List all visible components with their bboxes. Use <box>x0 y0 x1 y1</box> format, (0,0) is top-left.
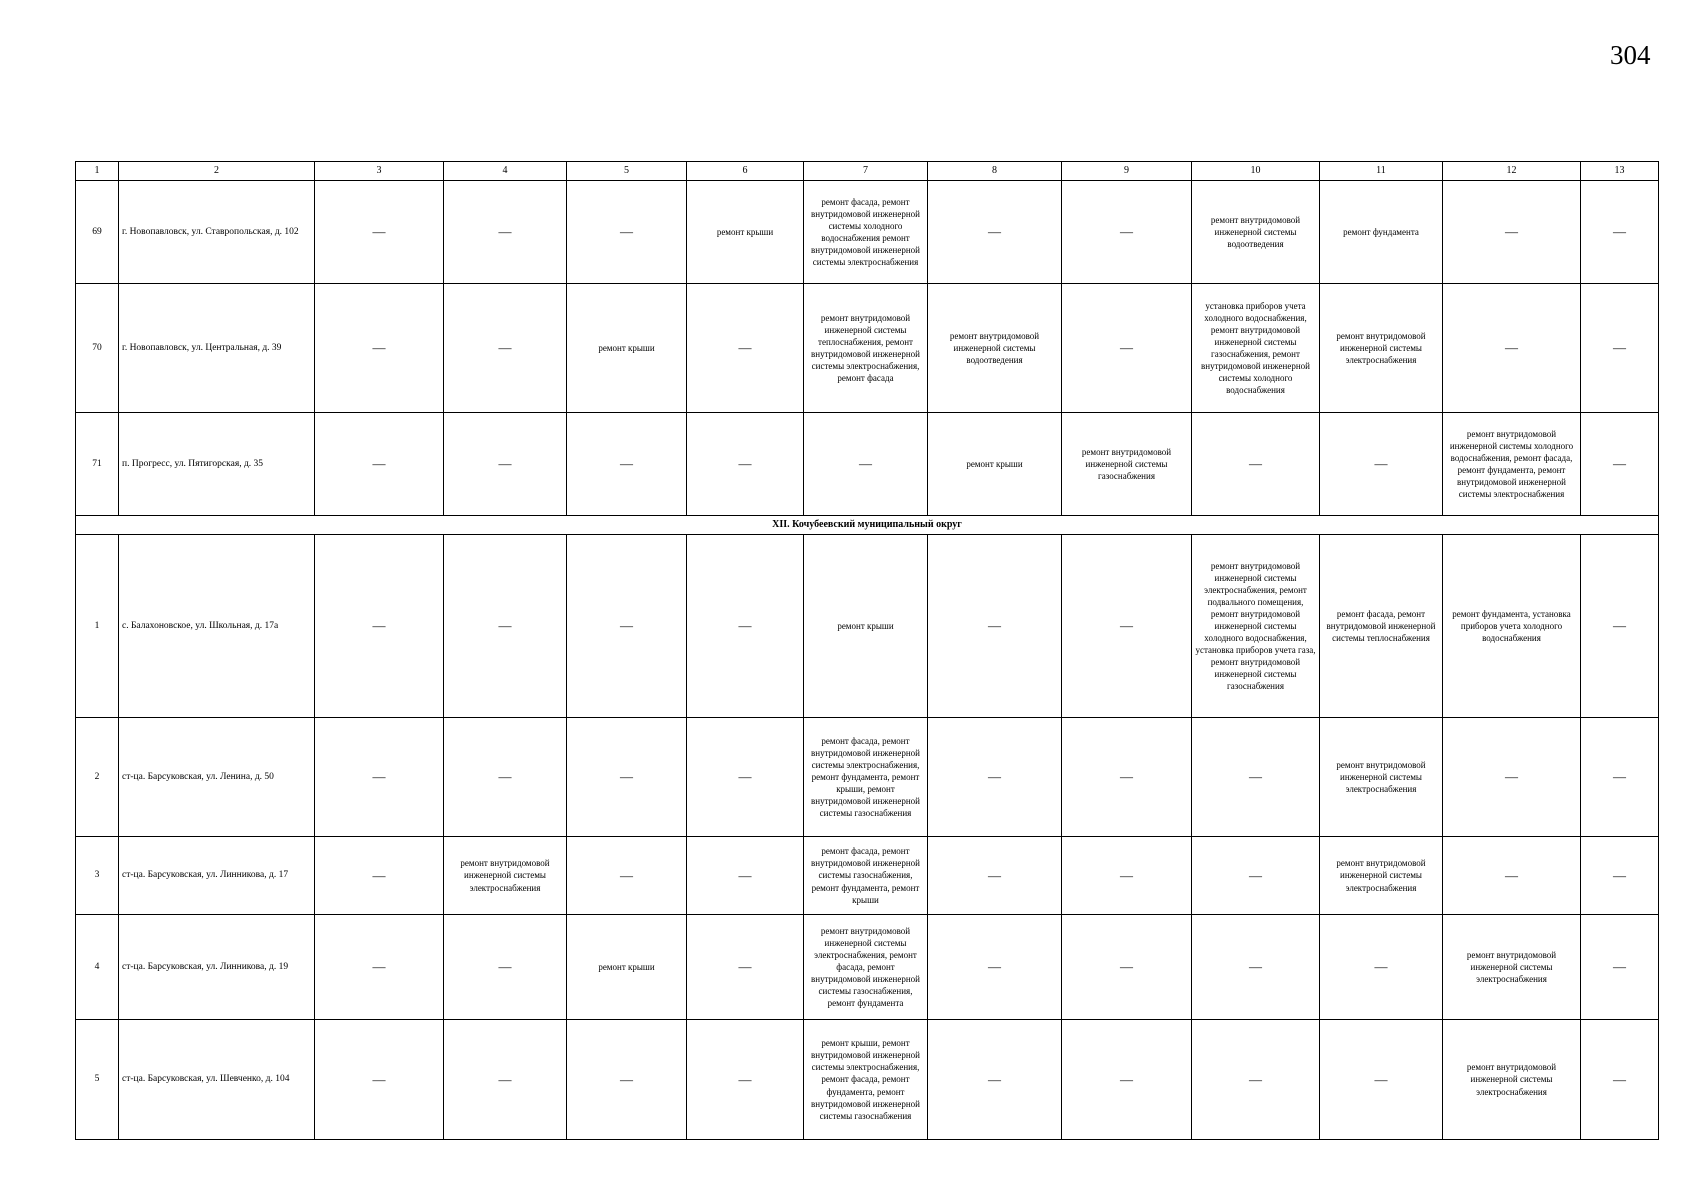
table-body <box>76 162 1659 1140</box>
table-cell: — <box>1443 284 1581 413</box>
column-number: 11 <box>1320 162 1443 181</box>
table-cell: ремонт фундамента <box>1320 181 1443 284</box>
table-cell: — <box>1443 181 1581 284</box>
table-row <box>76 413 1659 516</box>
table-cell: — <box>1581 718 1659 837</box>
table-cell: ремонт крыши <box>804 535 928 718</box>
table-cell: — <box>1192 837 1320 915</box>
table-cell: — <box>1192 915 1320 1020</box>
table-cell: — <box>1062 1020 1192 1140</box>
table-cell: — <box>444 284 567 413</box>
table-cell: ремонт крыши, ремонт внутридомовой инженерной системы электроснабжения, ремонт фасада, ремонт фундамента, ремонт внутридомовой инженерной системы газоснабжения <box>804 1020 928 1140</box>
column-number: 9 <box>1062 162 1192 181</box>
table-cell: ремонт фасада, ремонт внутридомовой инженерной системы газоснабжения, ремонт фундамента, ремонт крыши <box>804 837 928 915</box>
table-row <box>76 284 1659 413</box>
table-cell: — <box>444 413 567 516</box>
table-cell: — <box>315 535 444 718</box>
table-cell: — <box>567 535 687 718</box>
table-cell: — <box>1062 837 1192 915</box>
table-cell: ремонт внутридомовой инженерной системы водоотведения <box>1192 181 1320 284</box>
row-number-cell: 69 <box>76 181 119 284</box>
table-cell: ремонт внутридомовой инженерной системы газоснабжения <box>1062 413 1192 516</box>
table-cell: — <box>1443 837 1581 915</box>
table-cell: ремонт внутридомовой инженерной системы электроснабжения, ремонт подвального помещения, ремонт внутридомовой инженерной системы холодного водоснабжения, установка приборов учета газа, ремонт внутридомовой инженерной системы газоснабжения <box>1192 535 1320 718</box>
table-cell: — <box>1581 413 1659 516</box>
row-number-cell: 3 <box>76 837 119 915</box>
table-cell: — <box>567 718 687 837</box>
table-cell: — <box>1062 284 1192 413</box>
table-cell: ремонт внутридомовой инженерной системы электроснабжения <box>1443 1020 1581 1140</box>
table-row <box>76 837 1659 915</box>
table-cell: — <box>687 718 804 837</box>
address-cell: ст-ца. Барсуковская, ул. Линникова, д. 17 <box>119 837 315 915</box>
table-cell: — <box>444 535 567 718</box>
table-cell: — <box>928 915 1062 1020</box>
table-cell: — <box>928 1020 1062 1140</box>
table-cell: — <box>1192 718 1320 837</box>
table-cell: — <box>687 1020 804 1140</box>
table-cell: — <box>1062 181 1192 284</box>
page-number: 304 <box>1610 40 1651 70</box>
address-cell: ст-ца. Барсуковская, ул. Линникова, д. 19 <box>119 915 315 1020</box>
table-cell: ремонт внутридомовой инженерной системы электроснабжения <box>444 837 567 915</box>
table-cell: — <box>1581 535 1659 718</box>
table-cell: — <box>1581 837 1659 915</box>
table-cell: — <box>567 837 687 915</box>
table-cell: — <box>687 284 804 413</box>
table-cell: — <box>687 837 804 915</box>
column-number: 13 <box>1581 162 1659 181</box>
table-cell: ремонт фасада, ремонт внутридомовой инженерной системы холодного водоснабжения ремонт внутридомовой инженерной системы электроснабжения <box>804 181 928 284</box>
table-cell: — <box>1581 181 1659 284</box>
column-number: 5 <box>567 162 687 181</box>
table-row <box>76 535 1659 718</box>
address-cell: г. Новопавловск, ул. Ставропольская, д. 102 <box>119 181 315 284</box>
address-cell: ст-ца. Барсуковская, ул. Ленина, д. 50 <box>119 718 315 837</box>
address-cell: с. Балахоновское, ул. Школьная, д. 17а <box>119 535 315 718</box>
table-cell: — <box>804 413 928 516</box>
table-cell: — <box>315 413 444 516</box>
table-cell: — <box>315 1020 444 1140</box>
table-row <box>76 915 1659 1020</box>
table-cell: — <box>687 535 804 718</box>
table-cell: — <box>928 535 1062 718</box>
table-row <box>76 181 1659 284</box>
row-number-cell: 71 <box>76 413 119 516</box>
table-cell: — <box>567 413 687 516</box>
column-number: 1 <box>76 162 119 181</box>
repair-plan-table <box>75 161 1659 1140</box>
table-cell: ремонт внутридомовой инженерной системы электроснабжения <box>1443 915 1581 1020</box>
table-cell: — <box>444 181 567 284</box>
table-cell: — <box>444 915 567 1020</box>
row-number-cell: 5 <box>76 1020 119 1140</box>
row-number-cell: 70 <box>76 284 119 413</box>
table-cell: — <box>1062 535 1192 718</box>
table-cell: — <box>1320 413 1443 516</box>
table-cell: — <box>1192 1020 1320 1140</box>
table-cell: — <box>567 181 687 284</box>
table-cell: ремонт крыши <box>928 413 1062 516</box>
table-cell: — <box>1062 915 1192 1020</box>
column-number: 12 <box>1443 162 1581 181</box>
table-cell: — <box>444 718 567 837</box>
table-cell: — <box>315 181 444 284</box>
table-cell: ремонт внутридомовой инженерной системы электроснабжения <box>1320 837 1443 915</box>
table-cell: — <box>687 413 804 516</box>
table-row <box>76 718 1659 837</box>
table-cell: ремонт внутридомовой инженерной системы электроснабжения, ремонт фасада, ремонт внутридомовой инженерной системы газоснабжения, ремонт фундамента <box>804 915 928 1020</box>
table-cell: — <box>567 1020 687 1140</box>
address-cell: ст-ца. Барсуковская, ул. Шевченко, д. 104 <box>119 1020 315 1140</box>
table-cell: ремонт крыши <box>687 181 804 284</box>
table-cell: — <box>928 718 1062 837</box>
column-number: 6 <box>687 162 804 181</box>
table-cell: ремонт фасада, ремонт внутридомовой инженерной системы теплоснабжения <box>1320 535 1443 718</box>
table-cell: ремонт крыши <box>567 915 687 1020</box>
table-cell: — <box>444 1020 567 1140</box>
table-cell: — <box>1192 413 1320 516</box>
table-cell: ремонт внутридомовой инженерной системы холодного водоснабжения, ремонт фасада, ремонт фундамента, ремонт внутридомовой инженерной системы электроснабжения <box>1443 413 1581 516</box>
table-cell: ремонт внутридомовой инженерной системы водоотведения <box>928 284 1062 413</box>
address-cell: г. Новопавловск, ул. Центральная, д. 39 <box>119 284 315 413</box>
column-number: 8 <box>928 162 1062 181</box>
column-number: 4 <box>444 162 567 181</box>
table-cell: — <box>315 837 444 915</box>
row-number-cell: 2 <box>76 718 119 837</box>
table-cell: ремонт фасада, ремонт внутридомовой инженерной системы электроснабжения, ремонт фундамента, ремонт крыши, ремонт внутридомовой инженерной системы газоснабжения <box>804 718 928 837</box>
table-cell: ремонт фундамента, установка приборов учета холодного водоснабжения <box>1443 535 1581 718</box>
table-cell: ремонт внутридомовой инженерной системы теплоснабжения, ремонт внутридомовой инженерной системы электроснабжения, ремонт фасада <box>804 284 928 413</box>
table-cell: — <box>315 718 444 837</box>
column-number: 3 <box>315 162 444 181</box>
address-cell: п. Прогресс, ул. Пятигорская, д. 35 <box>119 413 315 516</box>
table-cell: ремонт внутридомовой инженерной системы электроснабжения <box>1320 718 1443 837</box>
table-cell: — <box>315 915 444 1020</box>
table-cell: ремонт крыши <box>567 284 687 413</box>
column-number: 10 <box>1192 162 1320 181</box>
column-number: 7 <box>804 162 928 181</box>
table-row <box>76 1020 1659 1140</box>
table-cell: — <box>687 915 804 1020</box>
row-number-cell: 4 <box>76 915 119 1020</box>
table-cell: — <box>315 284 444 413</box>
table-cell: — <box>1581 915 1659 1020</box>
row-number-cell: 1 <box>76 535 119 718</box>
section-title: XII. Кочубеевский муниципальный округ <box>76 516 1659 535</box>
table-cell: установка приборов учета холодного водоснабжения, ремонт внутридомовой инженерной системы газоснабжения, ремонт внутридомовой инженерной системы холодного водоснабжения <box>1192 284 1320 413</box>
table-cell: — <box>928 837 1062 915</box>
table-cell: ремонт внутридомовой инженерной системы электроснабжения <box>1320 284 1443 413</box>
table-cell: — <box>928 181 1062 284</box>
table-cell: — <box>1443 718 1581 837</box>
column-number: 2 <box>119 162 315 181</box>
table-cell: — <box>1320 915 1443 1020</box>
table-cell: — <box>1581 284 1659 413</box>
section-row <box>76 516 1659 535</box>
table-cell: — <box>1581 1020 1659 1140</box>
column-number-row <box>76 162 1659 181</box>
table-cell: — <box>1320 1020 1443 1140</box>
table-cell: — <box>1062 718 1192 837</box>
